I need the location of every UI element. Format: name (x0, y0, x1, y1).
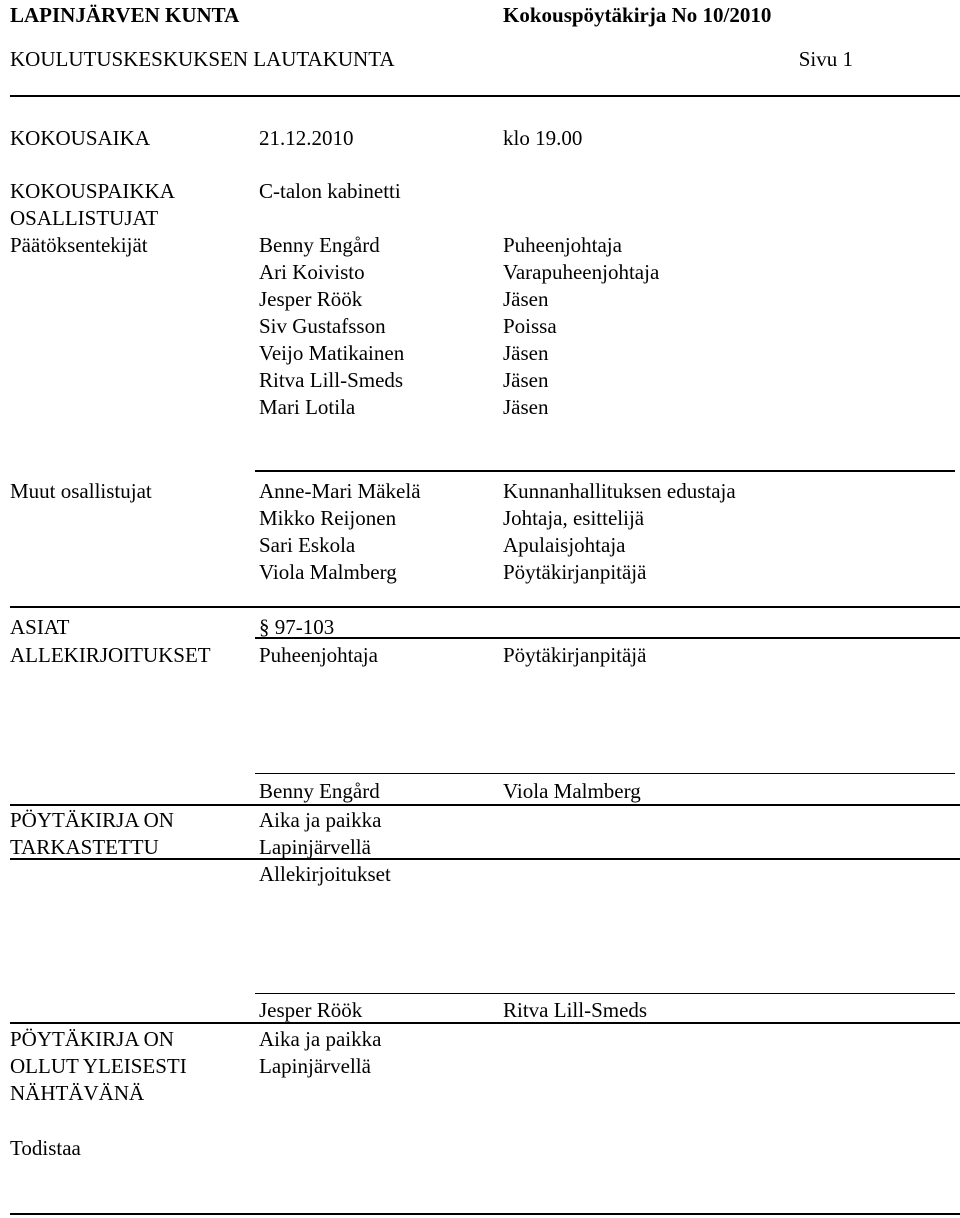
meeting-place-label: KOKOUSPAIKKA (10, 179, 175, 203)
signatures-label: ALLEKIRJOITUKSET (10, 643, 211, 667)
document-title: Kokouspöytäkirja No 10/2010 (503, 3, 772, 27)
checker2-name: Ritva Lill-Smeds (503, 998, 648, 1022)
committee-name: KOULUTUSKESKUKSEN LAUTAKUNTA (10, 47, 395, 71)
meeting-place: C-talon kabinetti (259, 179, 401, 203)
other-participants-label: Muut osallistujat (10, 479, 152, 503)
checker1-name: Jesper Röök (259, 998, 363, 1022)
checked-label-line1: PÖYTÄKIRJA ON (10, 808, 174, 832)
member-name: Ritva Lill-Smeds (259, 368, 404, 392)
other-name: Mikko Reijonen (259, 506, 397, 530)
page-number: Sivu 1 (798, 47, 853, 71)
member-role: Jäsen (503, 368, 549, 392)
public-label-line1: PÖYTÄKIRJA ON (10, 1027, 174, 1051)
member-role: Jäsen (503, 395, 549, 419)
checked-underline (10, 858, 960, 860)
org-name: LAPINJÄRVEN KUNTA (10, 3, 240, 27)
footer-divider (10, 1213, 960, 1215)
public-place-time: Aika ja paikka (259, 1027, 382, 1051)
chair-name: Benny Engård (259, 779, 380, 803)
member-name: Mari Lotila (259, 395, 356, 419)
other-role: Apulaisjohtaja (503, 533, 626, 557)
secretary-title: Pöytäkirjanpitäjä (503, 643, 647, 667)
other-role: Johtaja, esittelijä (503, 506, 645, 530)
member-name: Benny Engård (259, 233, 380, 257)
member-role: Poissa (503, 314, 557, 338)
member-role: Puheenjohtaja (503, 233, 622, 257)
other-name: Viola Malmberg (259, 560, 397, 584)
chair-title: Puheenjohtaja (259, 643, 378, 667)
public-label-line3: NÄHTÄVÄNÄ (10, 1081, 145, 1105)
header-divider (10, 95, 960, 97)
checker-signature-line (255, 993, 955, 994)
member-name: Ari Koivisto (259, 260, 365, 284)
member-name: Siv Gustafsson (259, 314, 386, 338)
checked-place-time: Aika ja paikka (259, 808, 382, 832)
signature-line (255, 773, 955, 774)
checked-signatures-label: Allekirjoitukset (259, 862, 391, 886)
other-name: Sari Eskola (259, 533, 356, 557)
checked-label-line2: TARKASTETTU (10, 835, 159, 859)
public-place: Lapinjärvellä (259, 1054, 371, 1078)
other-role: Kunnanhallituksen edustaja (503, 479, 736, 503)
member-role: Jäsen (503, 287, 549, 311)
meeting-time: klo 19.00 (503, 126, 583, 150)
member-name: Veijo Matikainen (259, 341, 405, 365)
other-role: Pöytäkirjanpitäjä (503, 560, 647, 584)
member-role: Jäsen (503, 341, 549, 365)
member-name: Jesper Röök (259, 287, 363, 311)
other-name: Anne-Mari Mäkelä (259, 479, 421, 503)
items-label: ASIAT (10, 615, 70, 639)
checked-place: Lapinjärvellä (259, 835, 371, 859)
public-label-line2: OLLUT YLEISESTI (10, 1054, 187, 1078)
items-underline (255, 637, 960, 639)
items-range: § 97-103 (259, 615, 335, 639)
public-divider (10, 1022, 960, 1024)
meeting-date: 21.12.2010 (259, 126, 354, 150)
secretary-name: Viola Malmberg (503, 779, 641, 803)
decision-makers-label: Päätöksentekijät (10, 233, 148, 257)
others-divider (255, 470, 955, 472)
items-divider (10, 606, 960, 608)
member-role: Varapuheenjohtaja (503, 260, 660, 284)
meeting-time-label: KOKOUSAIKA (10, 126, 150, 150)
participants-label: OSALLISTUJAT (10, 206, 159, 230)
attest-label: Todistaa (10, 1136, 81, 1160)
checked-divider (10, 804, 960, 806)
